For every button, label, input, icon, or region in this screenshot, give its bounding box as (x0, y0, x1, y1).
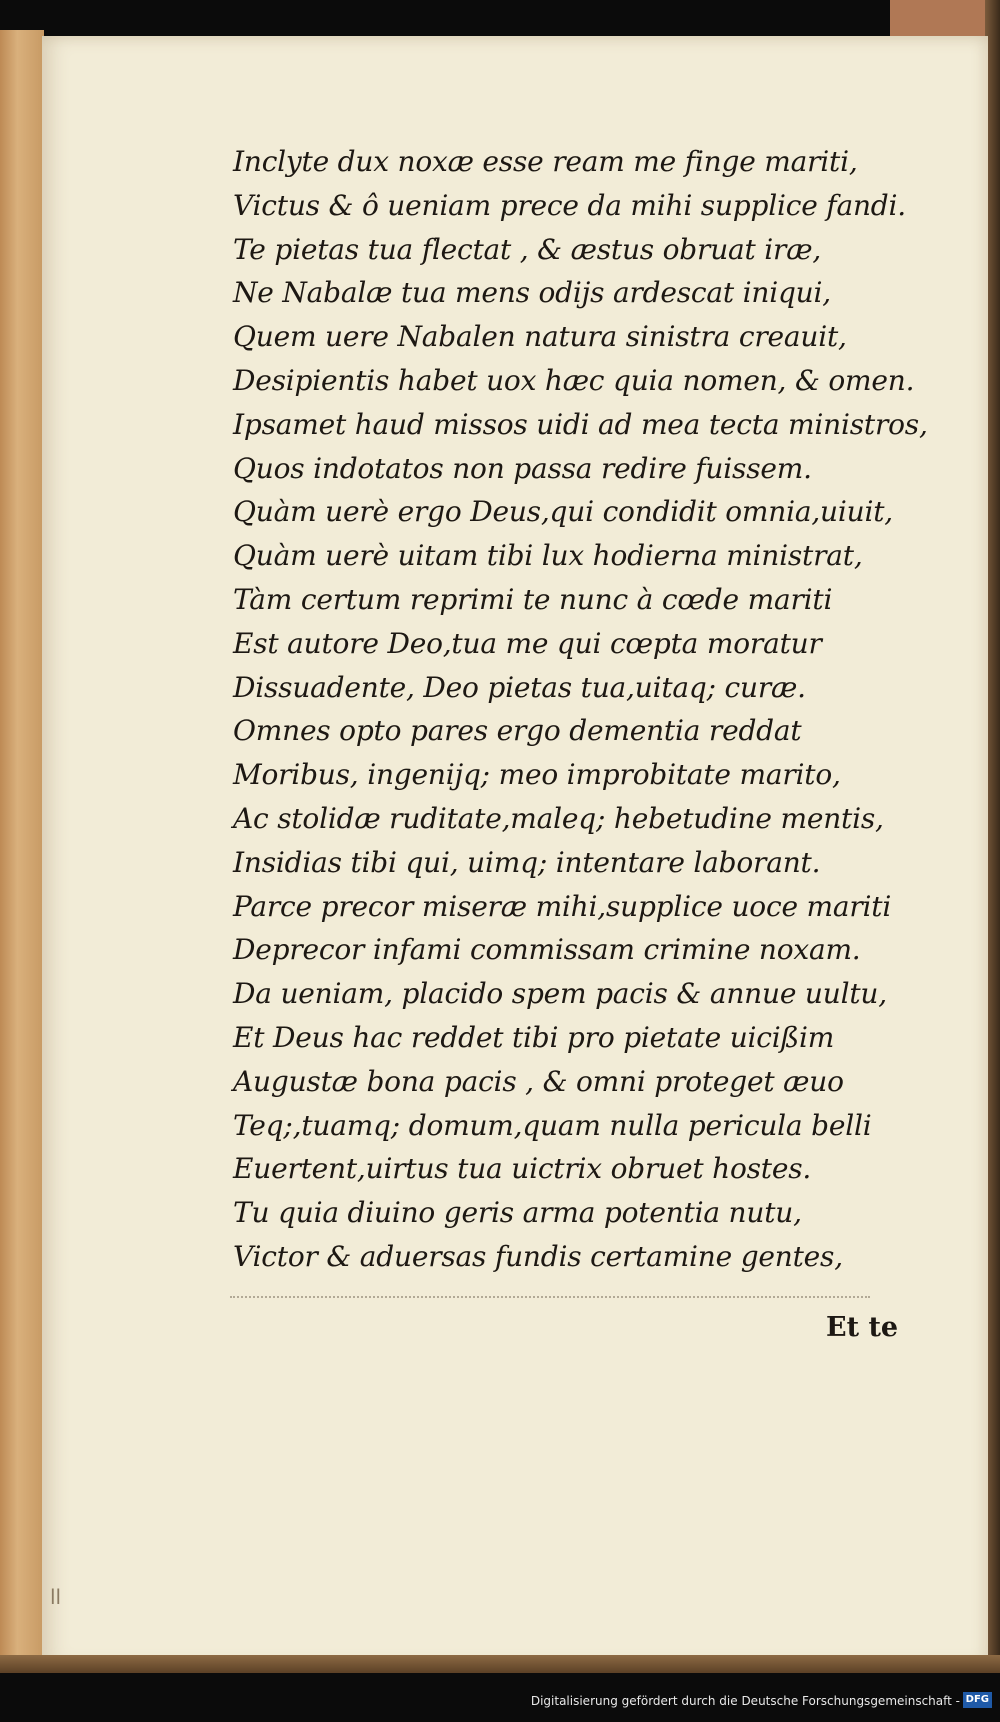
verse-line: Et Deus hac reddet tibi pro pietate uicißim (233, 1020, 835, 1054)
verse-line: Te pietas tua flectat , & æstus obruat iræ, (233, 232, 822, 266)
verse-line: Da ueniam, placido spem pacis & annue uultu, (233, 977, 887, 1011)
verse-line: Inclyte dux noxæ esse ream me finge mariti, (233, 145, 858, 178)
verse-line: Moribus, ingenijq; meo improbitate marito, (233, 758, 841, 792)
verse-line: Quem uere Nabalen natura sinistra creauit, (233, 320, 847, 354)
bleed-through-marks (230, 1296, 870, 1306)
verse-line: Ipsamet haud missos uidi ad mea tecta ministros, (233, 407, 928, 441)
page-bottom-edge (0, 1655, 1000, 1673)
book-spine-edge (0, 30, 44, 1660)
catchword: Et te (826, 1312, 899, 1343)
verse-line: Est autore Deo,tua me qui cœpta moratur (233, 626, 822, 660)
verse-line: Victus & ô ueniam prece da mihi supplice fandi. (233, 188, 906, 222)
verse-line: Ac stolidæ ruditate,maleq; hebetudine mentis, (233, 801, 884, 835)
verse-line: Victor & aduersas fundis certamine gentes, (233, 1239, 843, 1273)
verse-line: Augustæ bona pacis , & omni proteget æuo (233, 1064, 844, 1098)
verse-line: Ne Nabalæ tua mens odijs ardescat iniqui, (233, 276, 831, 310)
verse-line: Quàm uerè uitam tibi lux hodierna ministrat, (233, 539, 863, 573)
verse-line: Quàm uerè ergo Deus,qui condidit omnia,uiuit, (233, 495, 893, 529)
verse-line: Tàm certum reprimi te nunc à cœde mariti (233, 582, 833, 616)
verse-line: Omnes opto pares ergo dementia reddat (233, 714, 802, 748)
verse-line: Quos indotatos non passa redire fuissem. (233, 451, 812, 485)
verse-line: Tu quia diuino geris arma potentia nutu, (233, 1196, 802, 1230)
poem-verses (233, 140, 933, 1279)
verse-line: Parce precor miseræ mihi,supplice uoce mariti (233, 889, 892, 923)
verse-line: Deprecor infami commissam crimine noxam. (233, 933, 861, 967)
verse-line: Insidias tibi qui, uimq; intentare laborant. (233, 845, 821, 879)
footer-credit: Digitalisierung gefördert durch die Deutsche Forschungsgemeinschaft - (530, 1694, 960, 1708)
margin-mark: ll (50, 1585, 62, 1609)
verse-line: Euertent,uirtus tua uictrix obruet hostes. (233, 1152, 812, 1186)
verse-line: Dissuadente, Deo pietas tua,uitaq; curæ. (233, 670, 806, 704)
dfg-logo: DFG (963, 1692, 992, 1708)
book-cover-corner (890, 0, 1000, 36)
verse-line: Teq;,tuamq; domum,quam nulla pericula belli (233, 1108, 872, 1142)
verse-line: Desipientis habet uox hæc quia nomen, & omen. (233, 363, 915, 397)
